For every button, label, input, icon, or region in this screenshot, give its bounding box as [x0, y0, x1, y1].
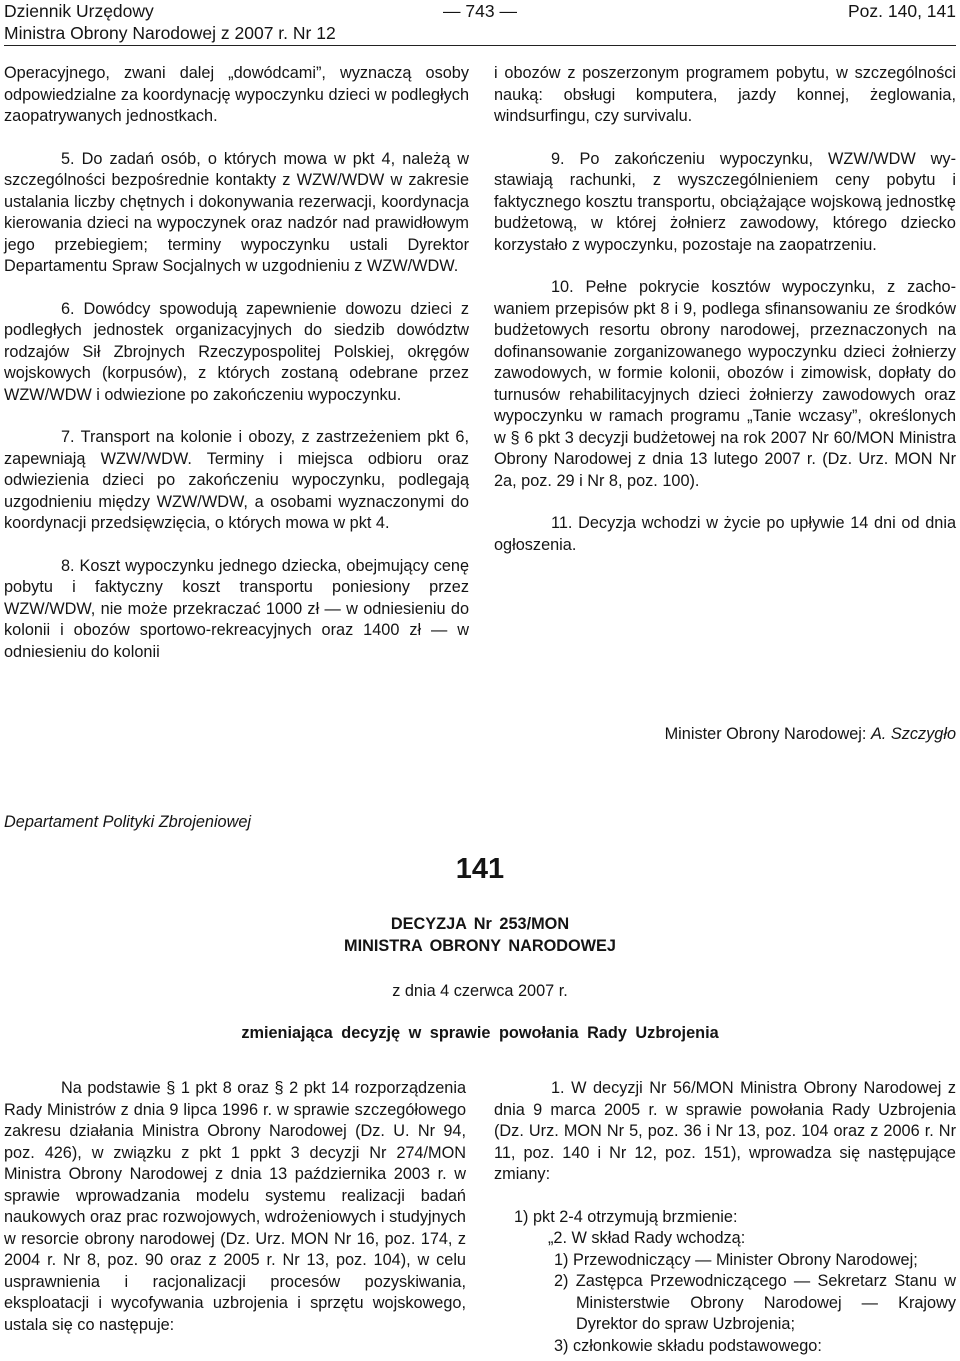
decision-title-line-1: DECYZJA Nr 253/MON — [390, 915, 570, 933]
decision-date: z dnia 4 czerwca 2007 r. — [392, 982, 568, 1000]
page-number: — 743 — — [443, 1, 517, 21]
decision-left-column — [4, 1078, 466, 1357]
paragraph-9: 9. Po zakończeniu wypoczynku, WZW/WDW wystawiają rachunki, z wyszczególnieniem ceny pobytu i faktycznego kosztu transportu, obciążające wojskową jednostkę budżetową, w której żołnierz zawodowy, którego dziecko korzystało z wypoczynku, pozostaje na zaopatrzeniu. — [494, 149, 956, 254]
paragraph-5: 5. Do zadań osób, o których mowa w pkt 4, należą w szczególności bezpośrednie kontakty z WZW/WDW w zakresie ustalania liczby chętnych i dokonywania rezerwacji, koordynacja kierowania dzieci na wypoczynek oraz nadzór nad prawidłowym jego przebiegiem; terminy wypoczynku ustali Dyrektor Departamentu Spraw Socjalnych w uzgodnieniu z WZW/WDW. — [4, 149, 469, 275]
paragraph-8: 8. Koszt wypoczynku jednego dziecka, obejmujący cenę pobytu i faktyczny koszt transportu poniesiony przez WZW/WDW, nie może przekraczać 1000 zł — w odniesieniu do kolonii i obozów sportowo-rekreacyjnych oraz 1400 zł — w odniesieniu do kolonii — [4, 556, 469, 661]
paragraph-10: 10. Pełne pokrycie kosztów wypoczynku, z zachowaniem przepisów pkt 8 i 9, podlega sfinansowaniu ze środków budżetowych resortu obrony narodowej, przeznaczonych na dofinansowanie zorganizowanego wypoczynku dzieci żołnierzy zawodowych, w formie kolonii, obozów i zimowisk, dopłaty do turnusów rehabilitacyjnych dzieci żołnierzy zawodowych oraz wypoczynku w ramach programu „Tanie wczasy”, określonych w § 6 pkt 3 decyzji budżetowej na rok 2007 Nr 60/MON Ministra Obrony Narodowej z dnia 13 lutego 2007 r. (Dz. Urz. MON Nr 2a, poz. 29 i Nr 8, poz. 100). — [494, 278, 956, 490]
member-item: 2) Zastępca Przewodniczącego — Sekretarz Stanu w Ministerstwie Obrony Narodowej — Krajowy Dyrektor do spraw Uzbrojenia; — [554, 1272, 956, 1333]
members-list — [514, 1250, 956, 1358]
position-reference: Poz. 140, 141 — [848, 1, 956, 21]
amendment-list — [494, 1207, 956, 1358]
quoted-heading: „2. W skład Rady wchodzą: — [548, 1229, 746, 1247]
paragraph-continued: Operacyjnego, zwani dalej „dowódcami”, wyznaczą osoby odpowiedzialne za koordynację wypoczynku dzieci w podległych zaopatrywanych jednostkach. — [4, 64, 469, 125]
signature-title: Minister Obrony Narodowej: — [664, 725, 871, 743]
decision-subject: zmieniająca decyzję w sprawie powołania Rady Uzbrojenia — [241, 1024, 719, 1042]
journal-issue: Ministra Obrony Narodowej z 2007 r. Nr 12 — [4, 23, 336, 43]
decision-title-line-2: MINISTRA OBRONY NARODOWEJ — [344, 937, 616, 955]
paragraph-11: 11. Decyzja wchodzi w życie po upływie 14 dni od dnia ogłoszenia. — [494, 514, 956, 554]
paragraph-7: 7. Transport na kolonie i obozy, z zastrzeżeniem pkt 6, zapewniają WZW/WDW. Terminy i miejsca odbioru oraz odwiezienia dzieci po zakończeniu wypoczynku, podlegają uzgodnieniu między WZW/WDW, a osobami wyznaczonymi do koordynacji przedsięwzięcia, o których mowa w pkt 4. — [4, 428, 469, 532]
paragraph-continued: i obozów z poszerzonym programem pobytu, w szczególności nauką: obsługi komputera, jazdy konnej, żeglowania, windsurfingu, czy survivalu. — [494, 64, 956, 125]
decision-item-1: 1. W decyzji Nr 56/MON Ministra Obrony Narodowej z dnia 9 marca 2005 r. w sprawie powołania Rady Uzbrojenia (Dz. Urz. MON Nr 5, poz. 36 i Nr 13, poz. 104 oraz z 2006 r. Nr 11, poz. 140 i Nr 12, poz. 151), wprowadza się następujące zmiany: — [494, 1079, 956, 1183]
department-name: Departament Polityki Zbrojeniowej — [4, 813, 252, 831]
header-divider — [4, 45, 956, 46]
decision-right-column — [494, 1078, 956, 1357]
journal-title: Dziennik Urzędowy — [4, 1, 154, 21]
signature — [665, 723, 956, 745]
paragraph-6: 6. Dowódcy spowodują zapewnienie dowozu dzieci z podległych jednostek organizacyjnych do siedzib dowództw rodzajów Sił Zbrojnych Rzeczypospolitej Polskiej, okręgów wojskowych (korpusów), z których zostaną odebrane przez WZW/WDW i odwiezione po zakończeniu wypoczynku. — [4, 299, 469, 404]
right-column — [494, 63, 956, 577]
left-column — [4, 63, 469, 684]
member-item: 1) Przewodniczący — Minister Obrony Narodowej; — [554, 1250, 918, 1269]
position-number: 141 — [455, 853, 505, 885]
decision-preamble: Na podstawie § 1 pkt 8 oraz § 2 pkt 14 rozporządzenia Rady Ministrów z dnia 9 lipca 1996 r. w sprawie szczegółowego zakresu działania Ministra Obrony Narodowej (Dz. U. Nr 94, poz. 426), w związku z pkt 1 ppkt 3 decyzji Nr 274/MON Ministra Obrony Narodowej z dnia 13 października 2003 r. w sprawie wprowadzania modelu systemu realizacji badań naukowych oraz prac rozwojowych, wdrożeniowych i studyjnych w resorcie obrony narodowej (Dz. Urz. MON Nr 16, poz. 174, z 2004 r. Nr 8, poz. 90 oraz z 2005 r. Nr 13, poz. 104), w celu usprawnienia i racjonalizacji procesów pozyskiwania, eksploatacji i wycofywania uzbrojenia i sprzętu wojskowego, ustala się co następuje: — [4, 1079, 466, 1334]
decision-title — [0, 913, 960, 957]
member-item: 3) członkowie składu podstawowego: — [554, 1336, 822, 1355]
signature-name: A. Szczygło — [870, 725, 956, 743]
amendment-item: 1) pkt 2-4 otrzymują brzmienie: — [514, 1207, 738, 1226]
